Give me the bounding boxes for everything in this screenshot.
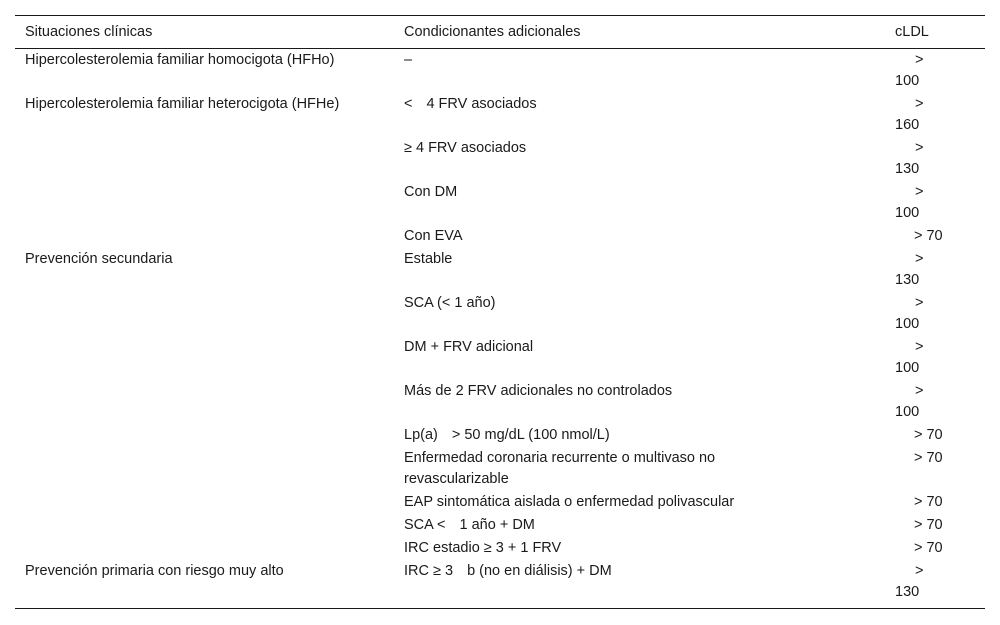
ldl-symbol: > bbox=[915, 184, 924, 200]
table-row bbox=[15, 537, 985, 560]
situation-cell: Hipercolesterolemia familiar heterocigota (HFHe) bbox=[25, 96, 340, 112]
condition-cell: EAP sintomática aislada o enfermedad polivascular bbox=[404, 494, 735, 510]
table-row bbox=[15, 514, 985, 537]
situation-cell: Prevención secundaria bbox=[25, 251, 173, 267]
ldl-value: > 70 bbox=[914, 494, 943, 510]
header-cldl: cLDL bbox=[895, 24, 929, 40]
table-row bbox=[15, 49, 985, 93]
ldl-cell bbox=[895, 94, 975, 136]
ldl-targets-table bbox=[15, 15, 985, 609]
ldl-symbol: > bbox=[915, 251, 924, 267]
condition-cell: Con EVA bbox=[404, 228, 463, 244]
ldl-symbol: > bbox=[915, 383, 924, 399]
ldl-symbol: > bbox=[915, 140, 924, 156]
table-row bbox=[15, 560, 985, 608]
ldl-cell bbox=[895, 138, 975, 180]
ldl-value: 130 bbox=[895, 272, 920, 288]
header-situations: Situaciones clínicas bbox=[25, 24, 153, 40]
ldl-symbol: > bbox=[915, 52, 924, 68]
ldl-cell bbox=[895, 293, 975, 335]
table-row bbox=[15, 248, 985, 292]
ldl-cell bbox=[895, 226, 975, 247]
ldl-cell bbox=[895, 337, 975, 379]
ldl-cell bbox=[895, 381, 975, 423]
ldl-cell bbox=[895, 182, 975, 224]
ldl-value: > 70 bbox=[914, 540, 943, 556]
ldl-value: 130 bbox=[895, 161, 920, 177]
ldl-value: > 70 bbox=[914, 450, 943, 466]
ldl-symbol: > bbox=[915, 295, 924, 311]
ldl-value: 100 bbox=[895, 73, 920, 89]
condition-cell: Lp(a) > 50 mg/dL (100 nmol/L) bbox=[404, 427, 610, 443]
condition-cell: < 4 FRV asociados bbox=[404, 96, 537, 112]
ldl-cell bbox=[895, 425, 975, 446]
ldl-value: 160 bbox=[895, 117, 920, 133]
table-row bbox=[15, 380, 985, 424]
situation-cell: Hipercolesterolemia familiar homocigota (HFHo) bbox=[25, 52, 335, 68]
condition-cell: Estable bbox=[404, 251, 453, 267]
condition-cell: – bbox=[404, 52, 413, 68]
table-row bbox=[15, 292, 985, 336]
ldl-cell bbox=[895, 492, 975, 513]
ldl-value: 100 bbox=[895, 360, 920, 376]
condition-cell: Con DM bbox=[404, 184, 458, 200]
table-row bbox=[15, 336, 985, 380]
ldl-value: 100 bbox=[895, 205, 920, 221]
ldl-symbol: > bbox=[915, 96, 924, 112]
situation-cell: Prevención primaria con riesgo muy alto bbox=[25, 563, 284, 579]
condition-cell: DM + FRV adicional bbox=[404, 339, 534, 355]
condition-cell: Enfermedad coronaria recurrente o multivaso no revascularizable bbox=[404, 450, 716, 487]
table-row bbox=[15, 447, 985, 491]
ldl-value: 130 bbox=[895, 584, 920, 600]
header-conditions: Condicionantes adicionales bbox=[404, 24, 581, 40]
ldl-value: 100 bbox=[895, 316, 920, 332]
table-row bbox=[15, 93, 985, 137]
ldl-value: > 70 bbox=[914, 228, 943, 244]
condition-cell: IRC estadio ≥ 3 + 1 FRV bbox=[404, 540, 562, 556]
table-row bbox=[15, 181, 985, 225]
ldl-cell bbox=[895, 448, 975, 469]
ldl-value: 100 bbox=[895, 404, 920, 420]
table-header bbox=[15, 16, 985, 49]
ldl-symbol: > bbox=[915, 563, 924, 579]
ldl-symbol: > bbox=[915, 339, 924, 355]
ldl-cell bbox=[895, 515, 975, 536]
table-row bbox=[15, 491, 985, 514]
table-row bbox=[15, 424, 985, 447]
condition-cell: Más de 2 FRV adicionales no controlados bbox=[404, 383, 673, 399]
table-row bbox=[15, 137, 985, 181]
ldl-value: > 70 bbox=[914, 427, 943, 443]
table-row bbox=[15, 225, 985, 248]
ldl-cell bbox=[895, 561, 975, 603]
ldl-value: > 70 bbox=[914, 517, 943, 533]
ldl-cell bbox=[895, 50, 975, 92]
condition-cell: SCA (< 1 año) bbox=[404, 295, 496, 311]
condition-cell: IRC ≥ 3 b (no en diálisis) + DM bbox=[404, 563, 612, 579]
condition-cell: ≥ 4 FRV asociados bbox=[404, 140, 527, 156]
condition-cell: SCA < 1 año + DM bbox=[404, 517, 535, 533]
ldl-cell bbox=[895, 538, 975, 559]
ldl-cell bbox=[895, 249, 975, 291]
